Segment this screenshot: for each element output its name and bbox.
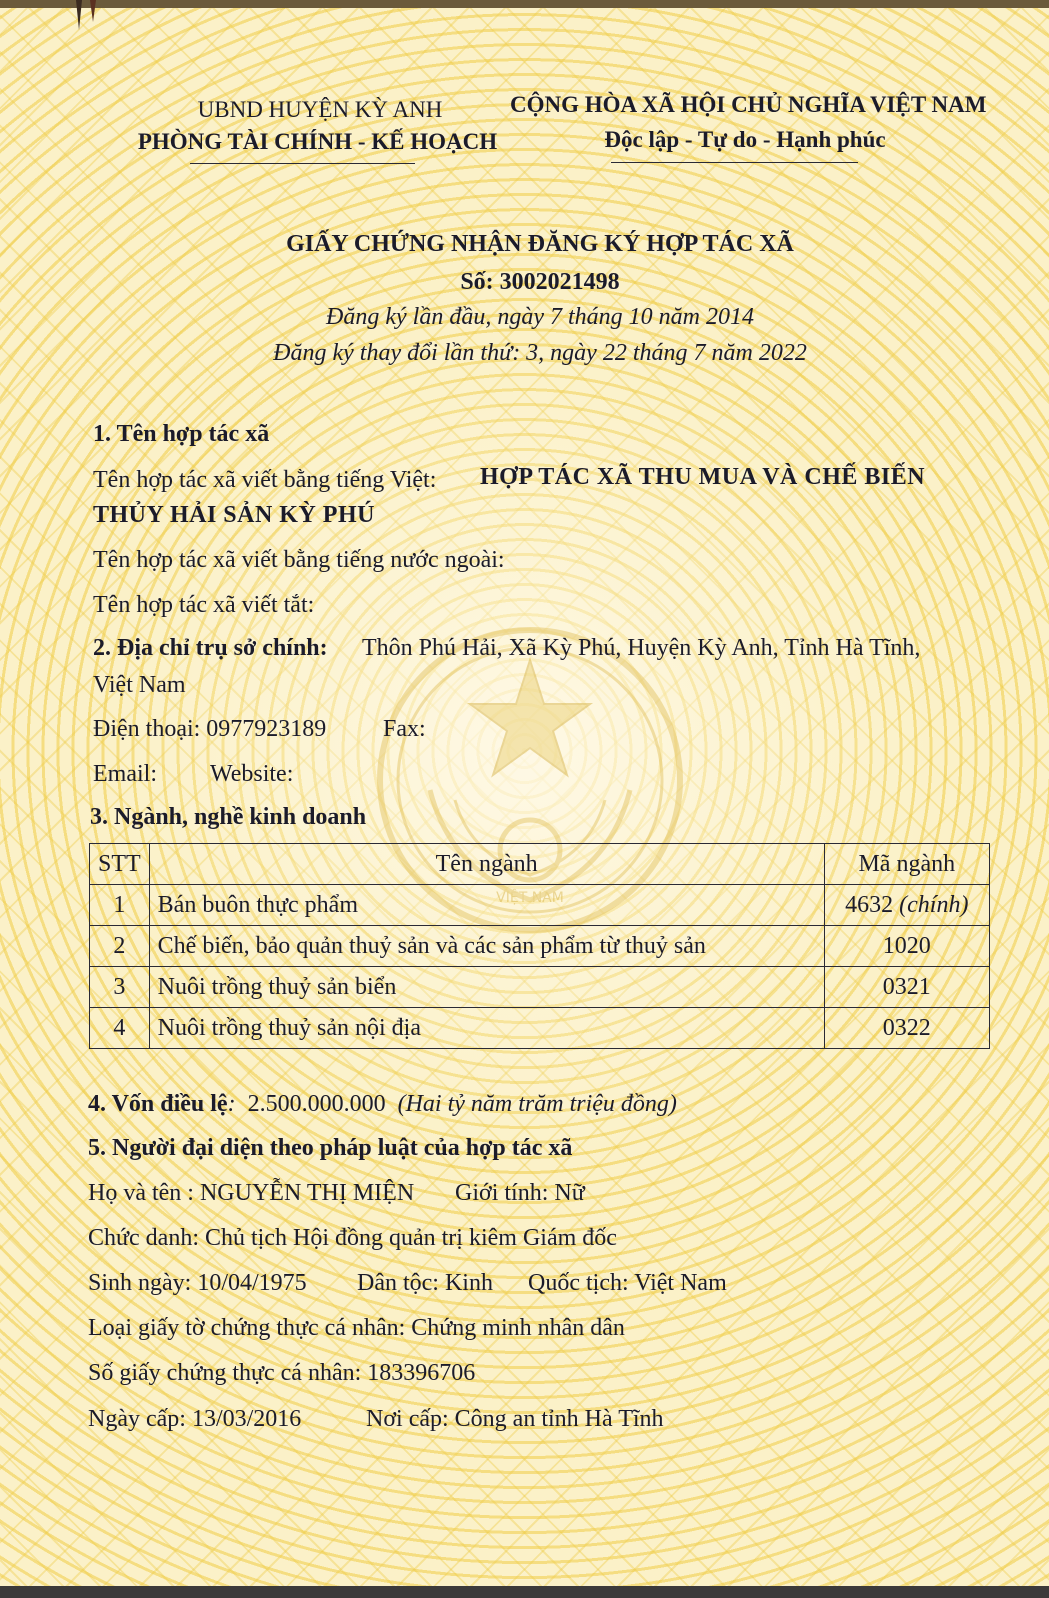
section4-heading: 4. Vốn điều lệ xyxy=(88,1091,228,1117)
id-document-number: Số giấy chứng thực cá nhân: 183396706 xyxy=(88,1360,476,1386)
row-code-note: (chính) xyxy=(899,891,969,918)
row-code-value: 4632 xyxy=(845,891,894,918)
representative-title: Chức danh: Chủ tịch Hội đồng quản trị kiêm Giám đốc xyxy=(88,1225,617,1251)
row-stt: 4 xyxy=(90,1008,150,1049)
table-row xyxy=(90,967,990,1008)
column-header-code: Mã ngành xyxy=(824,844,989,885)
row-code: 0322 xyxy=(824,1008,989,1049)
fax-number: Fax: xyxy=(383,716,426,742)
first-registration-date: Đăng ký lần đầu, ngày 7 tháng 10 năm 2014 xyxy=(326,304,754,330)
table-row xyxy=(90,885,990,926)
email-label: Email: xyxy=(93,761,157,787)
change-registration-date: Đăng ký thay đổi lần thứ: 3, ngày 22 tháng 7 năm 2022 xyxy=(273,340,807,366)
row-stt: 1 xyxy=(90,885,150,926)
header-motto: Độc lập - Tự do - Hạnh phúc xyxy=(604,127,886,152)
row-name: Bán buôn thực phẩm xyxy=(149,885,824,926)
header-department: PHÒNG TÀI CHÍNH - KẾ HOẠCH xyxy=(137,129,498,154)
row-stt: 2 xyxy=(90,926,150,967)
row-code: 1020 xyxy=(824,926,989,967)
row-code xyxy=(824,885,989,926)
charter-capital-words: (Hai tỷ năm trăm triệu đồng) xyxy=(397,1091,677,1117)
representative-gender: Giới tính: Nữ xyxy=(455,1180,585,1206)
representative-name: Họ và tên : NGUYỄN THỊ MIỆN xyxy=(88,1180,415,1206)
representative-ethnicity: Dân tộc: Kinh xyxy=(357,1270,493,1296)
vn-name-line1: HỢP TÁC XÃ THU MUA VÀ CHẾ BIẾN xyxy=(480,464,926,490)
vn-name-label: Tên hợp tác xã viết bằng tiếng Việt: xyxy=(93,467,437,493)
scan-bottom-edge xyxy=(0,1586,1049,1598)
phone-number: Điện thoại: 0977923189 xyxy=(93,716,327,742)
scan-top-edge xyxy=(0,0,1049,8)
section4-colon: : xyxy=(227,1091,236,1117)
header-right-rule xyxy=(611,162,858,163)
id-document-type: Loại giấy tờ chứng thực cá nhân: Chứng minh nhân dân xyxy=(88,1315,625,1341)
row-stt: 3 xyxy=(90,967,150,1008)
vn-name-line2: THỦY HẢI SẢN KỲ PHÚ xyxy=(93,502,375,528)
column-header-name: Tên ngành xyxy=(149,844,824,885)
table-row xyxy=(90,926,990,967)
row-name: Nuôi trồng thuỷ sản nội địa xyxy=(149,1008,824,1049)
id-issue-place: Nơi cấp: Công an tỉnh Hà Tĩnh xyxy=(366,1406,664,1432)
charter-capital-line xyxy=(88,1089,677,1119)
column-header-stt: STT xyxy=(90,844,150,885)
id-issue-date: Ngày cấp: 13/03/2016 xyxy=(88,1406,302,1432)
certificate-number: Số: 3002021498 xyxy=(460,269,620,295)
table-row xyxy=(90,1008,990,1049)
row-code: 0321 xyxy=(824,967,989,1008)
pen-mark-icon xyxy=(70,0,100,36)
business-lines-table xyxy=(89,843,990,1049)
foreign-name-label: Tên hợp tác xã viết bằng tiếng nước ngoài: xyxy=(93,547,505,573)
row-name: Nuôi trồng thuỷ sản biển xyxy=(149,967,824,1008)
emblem-text: VIỆT NAM xyxy=(496,890,564,906)
short-name-label: Tên hợp tác xã viết tắt: xyxy=(93,592,315,618)
address-line2: Việt Nam xyxy=(93,672,186,698)
document-title: GIẤY CHỨNG NHẬN ĐĂNG KÝ HỢP TÁC XÃ xyxy=(286,231,794,257)
section1-heading: 1. Tên hợp tác xã xyxy=(93,421,270,447)
representative-dob: Sinh ngày: 10/04/1975 xyxy=(88,1270,307,1296)
header-country: CỘNG HÒA XÃ HỘI CHỦ NGHĨA VIỆT NAM xyxy=(510,92,987,117)
representative-nationality: Quốc tịch: Việt Nam xyxy=(528,1270,727,1296)
address-line1: Thôn Phú Hải, Xã Kỳ Phú, Huyện Kỳ Anh, Tỉnh Hà Tĩnh, xyxy=(362,635,921,661)
header-left-rule xyxy=(190,163,415,164)
section2-heading: 2. Địa chỉ trụ sở chính: xyxy=(93,635,328,661)
header-authority: UBND HUYỆN KỲ ANH xyxy=(197,97,443,122)
section5-heading: 5. Người đại diện theo pháp luật của hợp tác xã xyxy=(88,1135,573,1161)
charter-capital-amount: 2.500.000.000 xyxy=(247,1091,386,1117)
table-header-row xyxy=(90,844,990,885)
website-label: Website: xyxy=(210,761,294,787)
row-name: Chế biến, bảo quản thuỷ sản và các sản phẩm từ thuỷ sản xyxy=(149,926,824,967)
section3-heading: 3. Ngành, nghề kinh doanh xyxy=(90,804,367,830)
